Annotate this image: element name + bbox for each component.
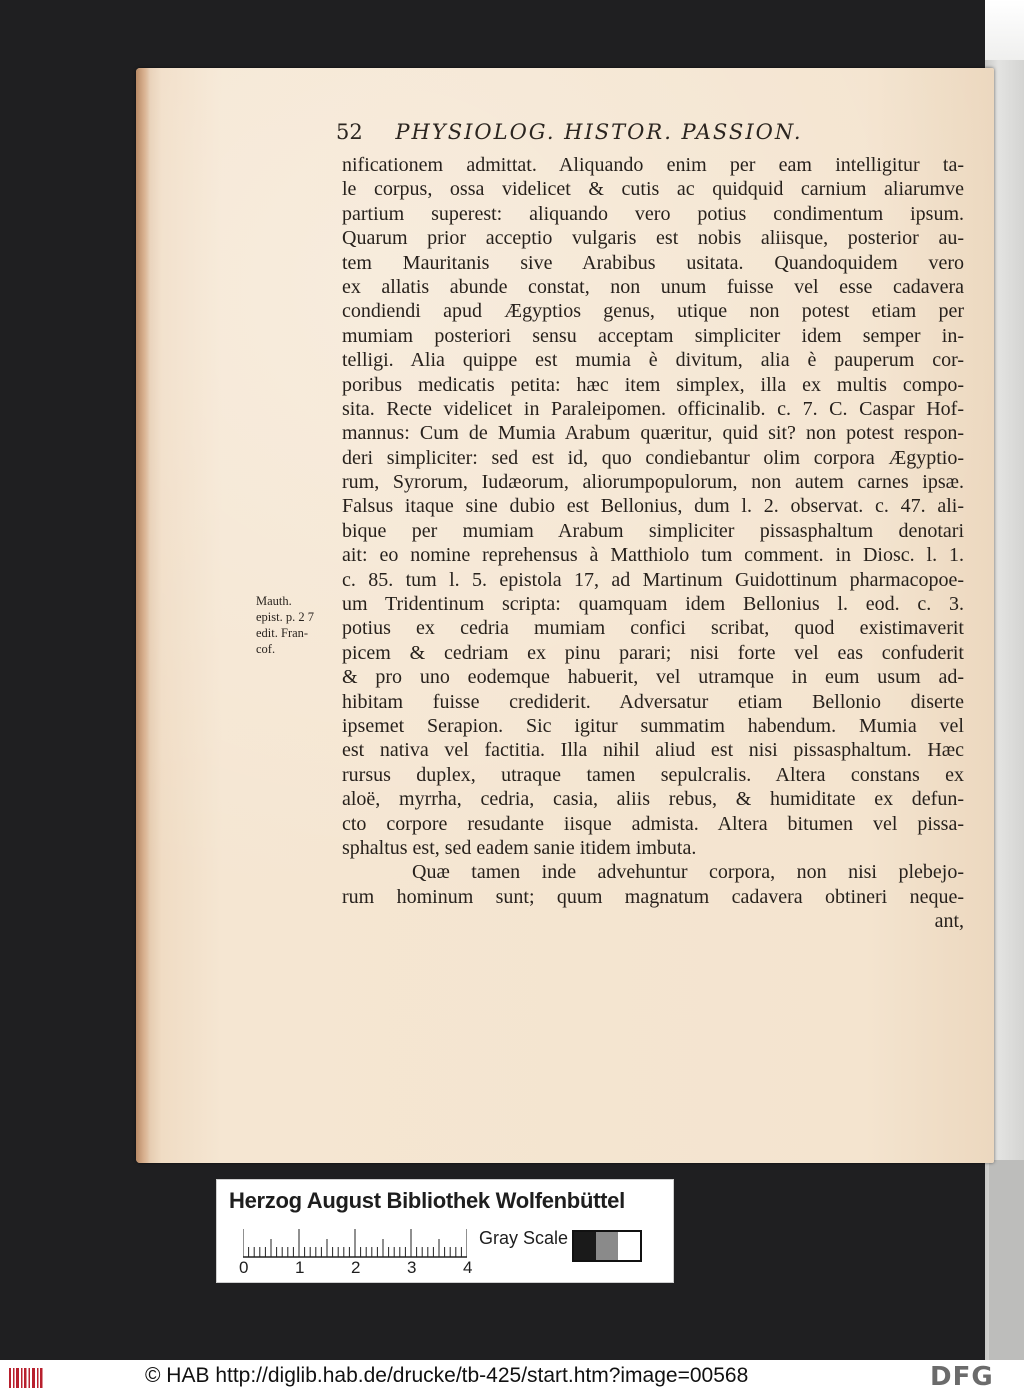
text-line: partium superest: aliquando vero potius condimentum ipsum. (342, 202, 964, 225)
margin-note-line: cof. (256, 642, 276, 656)
text-line: ait: eo nomine reprehensus à Matthiolo tum comment. in Diosc. l. 1. (342, 544, 964, 567)
text-line: Quæ tamen inde advehuntur corpora, non nisi plebejo- (412, 861, 964, 884)
ruler-number: 0 (239, 1258, 249, 1277)
text-line: sita. Recte videlicet in Paraleipomen. officinalib. c. 7. C. Caspar Hof- (342, 397, 964, 420)
ruler-number: 3 (407, 1258, 417, 1277)
ruler-number: 1 (295, 1258, 305, 1277)
text-line: sphaltus est, sed eadem sanie itidem imbuta. (342, 836, 697, 859)
mount-edge (989, 1160, 1024, 1360)
gray-scale-swatch (572, 1230, 642, 1262)
ruler-numbers (235, 1258, 495, 1280)
scale-ruler (243, 1228, 467, 1258)
text-line: tem Mauritanis sive Arabibus usitata. Quandoquidem vero (342, 251, 964, 274)
text-line: aloë, myrrha, cedria, casia, aliis rebus, & humiditate ex defun- (342, 788, 964, 811)
text-line: Falsus itaque sine dubio est Bellonius, dum l. 2. observat. c. 47. ali- (342, 495, 964, 518)
gray-scale-patch (618, 1232, 640, 1260)
text-line: rum hominum sunt; quum magnatum cadavera obtineri neque- (342, 885, 964, 908)
text-line: mumiam posteriori sensu acceptam simpliciter idem semper in- (342, 324, 964, 347)
text-line: bique per mumiam Arabum simpliciter pissasphaltum denotari (342, 519, 964, 542)
text-line: um Tridentinum scripta: quamquam idem Bellonius l. eod. c. 3. (342, 593, 964, 616)
text-line: potius ex cedria mumiam confici scribat, quod existimaverit (342, 617, 964, 640)
ruler-number: 2 (351, 1258, 361, 1277)
page-number: 52 (336, 120, 363, 144)
gray-scale-patch (574, 1232, 596, 1260)
text-line: est nativa vel factitia. Illa nihil aliud est nisi pissasphaltum. Hæc (342, 739, 964, 762)
catchword: ant, (934, 910, 964, 933)
margin-note-line: edit. Fran- (256, 626, 309, 640)
margin-note (256, 593, 326, 657)
text-line: rum, Syrorum, Iudæorum, aliorumpopulorum, non autem carnes ipsæ. (342, 471, 964, 494)
text-line: c. 85. tum l. 5. epistola 17, ad Martinum Guidottinum pharmacopoe- (342, 568, 964, 591)
text-line: deri simpliciter: sed est id, quo condiebantur olim corpora Ægyptio- (342, 446, 964, 469)
library-name: Herzog August Bibliothek Wolfenbüttel (229, 1188, 625, 1213)
text-line: picem & cedriam ex pinu parari; nisi forte vel eas confuderit (342, 641, 964, 664)
book-page (136, 68, 994, 1163)
body-text (342, 153, 964, 934)
text-line: le corpus, ossa videlicet & cutis ac quidquid carnium aliarumve (342, 178, 964, 201)
gray-scale-patch (596, 1232, 618, 1260)
gray-scale-label: Gray Scale (479, 1228, 569, 1248)
text-line: ipsemet Serapion. Sic igitur summatim habendum. Mumia vel (342, 714, 964, 737)
margin-note-line: Mauth. (256, 594, 292, 608)
ruler-number: 4 (463, 1258, 473, 1277)
text-line: Quarum prior acceptio vulgaris est nobis aliisque, posterior au- (342, 227, 964, 250)
library-banner (216, 1179, 674, 1283)
text-line: rursus duplex, utraque tamen sepulcralis. Altera constans ex (342, 763, 964, 786)
text-line: hibitam fuisse crediderit. Adversatur etiam Bellonio diserte (342, 690, 964, 713)
copyright-credit: © HAB http://diglib.hab.de/drucke/tb-425/start.htm?image=00568 (145, 1364, 749, 1387)
hab-barcode-icon (8, 1366, 44, 1390)
text-line: poribus medicatis petita: hæc item simplex, illa ex multis compo- (342, 373, 964, 396)
footer-bar (0, 1360, 1024, 1396)
page-binding-edge (136, 68, 150, 1163)
text-line: nificationem admittat. Aliquando enim per eam intelligitur ta- (342, 154, 964, 176)
text-line: ex allatis abunde constat, non unum fuisse vel esse cadavera (342, 275, 964, 298)
running-head-title: PHYSIOLOG. HISTOR. PASSION. (395, 120, 803, 144)
text-line: telligi. Alia quippe est mumia è divitum, alia è pauperum cor- (342, 349, 964, 372)
text-line: mannus: Cum de Mumia Arabum quæritur, quid sit? non potest respon- (342, 422, 964, 445)
mount-clip (985, 0, 1024, 60)
margin-note-line: epist. p. 2 7 (256, 610, 314, 624)
text-line: condiendi apud Ægyptios genus, utique non potest etiam per (342, 300, 964, 323)
text-line: & pro uno eodemque habuerit, vel utramque in eum usum ad- (342, 666, 964, 689)
text-line: cto corpore resudante iisque admista. Altera bitumen vel pissa- (342, 812, 964, 835)
dfg-logo: DFG (930, 1362, 994, 1392)
running-head (336, 120, 976, 150)
